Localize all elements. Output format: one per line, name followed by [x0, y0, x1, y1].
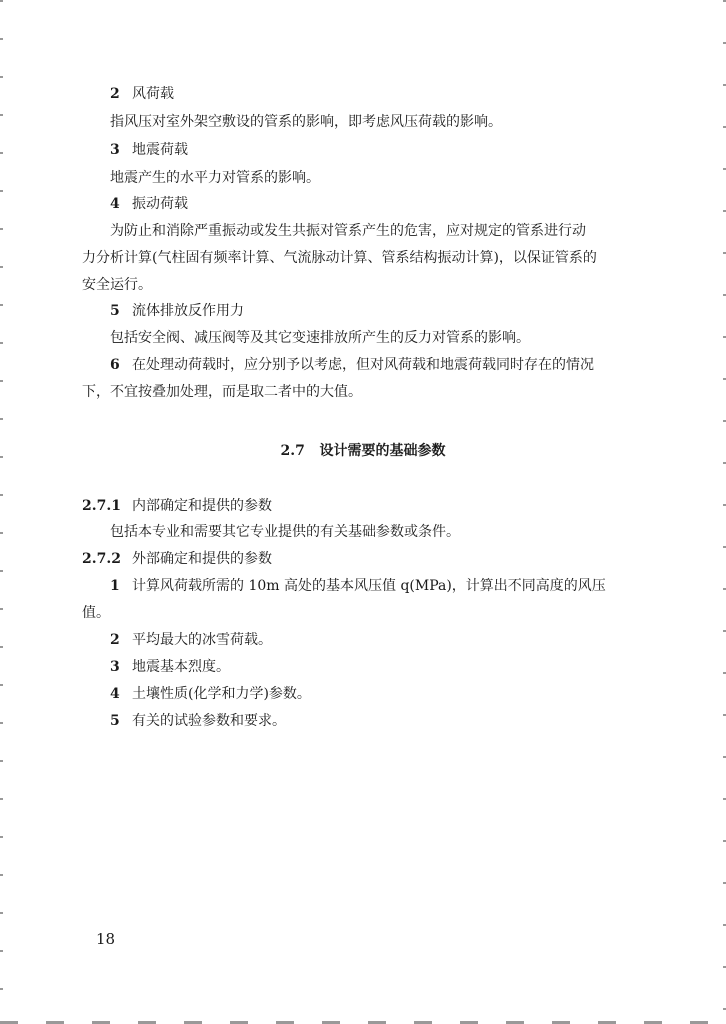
clause-text: 包括本专业和需要其它专业提供的有关基础参数或条件。 — [110, 524, 460, 540]
param-number: 3 — [110, 659, 120, 675]
param-item — [110, 684, 650, 704]
item-heading — [110, 84, 650, 104]
clause-title: 内部确定和提供的参数 — [132, 498, 272, 514]
param-item — [110, 630, 650, 650]
param-text: 平均最大的冰雪荷载。 — [132, 632, 272, 648]
clause-heading — [82, 549, 726, 569]
param-text: 有关的试验参数和要求。 — [132, 713, 286, 729]
item-heading — [110, 301, 650, 321]
item-title: 风荷载 — [132, 86, 174, 102]
item-text-line: 安全运行。 — [82, 277, 152, 293]
section-number: 2.7 — [280, 443, 305, 459]
item-text: 包括安全阀、减压阀等及其它变速排放所产生的反力对管系的影响。 — [110, 330, 530, 346]
item-number: 5 — [110, 303, 120, 319]
param-number: 1 — [110, 578, 120, 594]
section-title: 设计需要的基础参数 — [319, 443, 446, 459]
section-heading — [0, 441, 726, 461]
item-number: 2 — [110, 86, 120, 102]
param-item — [110, 657, 650, 677]
item-text-line: 下，不宜按叠加处理，而是取二者中的大值。 — [82, 384, 362, 400]
item-text-line: 在处理动荷载时，应分别予以考虑，但对风荷载和地震荷载同时存在的情况 — [132, 357, 594, 373]
param-text-line: 值。 — [82, 605, 110, 621]
item-title: 地震荷载 — [132, 142, 188, 158]
clause-heading — [82, 496, 726, 516]
item-title: 流体排放反作用力 — [132, 303, 244, 319]
page-number: 18 — [96, 930, 116, 948]
param-number: 4 — [110, 686, 120, 702]
param-number: 2 — [110, 632, 120, 648]
item-heading — [110, 194, 650, 214]
param-text-line: 计算风荷载所需的 10m 高处的基本风压值 q(MPa)，计算出不同高度的风压 — [132, 578, 606, 594]
param-number: 5 — [110, 713, 120, 729]
item-number: 4 — [110, 196, 120, 212]
item-text-line: 力分析计算(气柱固有频率计算、气流脉动计算、管系结构振动计算)，以保证管系的 — [82, 250, 597, 266]
clause-title: 外部确定和提供的参数 — [132, 551, 272, 567]
clause-number: 2.7.2 — [82, 551, 121, 567]
clause-number: 2.7.1 — [82, 498, 121, 514]
item-text: 地震产生的水平力对管系的影响。 — [110, 170, 320, 186]
param-text: 地震基本烈度。 — [132, 659, 230, 675]
param-item — [110, 711, 650, 731]
item-number: 3 — [110, 142, 120, 158]
item-text-line: 为防止和消除严重振动或发生共振对管系产生的危害，应对规定的管系进行动 — [110, 223, 586, 239]
param-text: 土壤性质(化学和力学)参数。 — [132, 686, 311, 702]
item-title: 振动荷载 — [132, 196, 188, 212]
item-text: 指风压对室外架空敷设的管系的影响，即考虑风压荷载的影响。 — [110, 114, 502, 130]
param-item — [110, 576, 650, 596]
item-heading — [110, 140, 650, 160]
scan-edge-left — [0, 0, 3, 1024]
item-number: 6 — [110, 357, 120, 373]
item-paragraph — [110, 355, 650, 375]
